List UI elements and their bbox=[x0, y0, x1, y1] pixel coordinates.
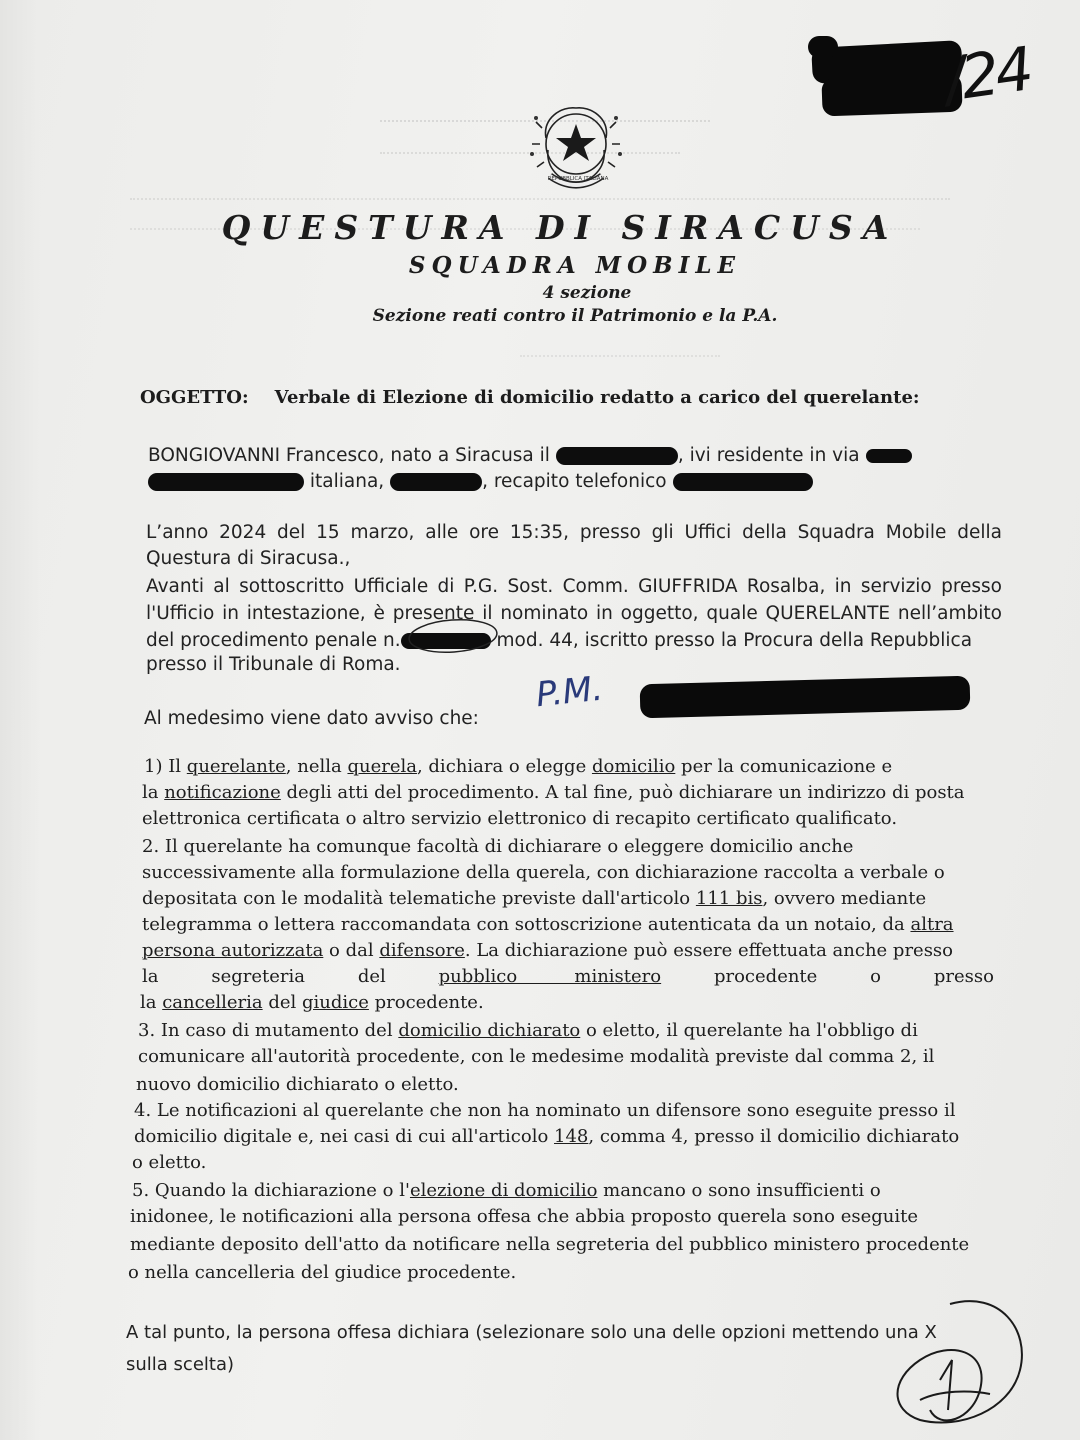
point-2-line-4-a: telegramma o lettera raccomandata con sottoscrizione autenticata da un notaio, da bbox=[142, 914, 911, 935]
point-2-line-6-d: procedente bbox=[713, 966, 818, 987]
point-2-line-3-b: , ovvero mediante bbox=[762, 888, 927, 909]
term-querelante: querelante bbox=[186, 756, 286, 777]
term-domicilio-dichiarato: domicilio dichiarato bbox=[398, 1020, 581, 1041]
redacted-birthdate bbox=[556, 447, 678, 465]
point-2-line-7 bbox=[140, 990, 484, 1016]
point-5-line-2: inidonee, le notificazioni alla persona offesa che abbia proposto querela sono eseguite bbox=[130, 1206, 919, 1227]
person-block bbox=[148, 443, 1018, 495]
office-section: 4 sezione bbox=[542, 283, 632, 303]
term-domicilio: domicilio bbox=[591, 756, 676, 777]
point-4-line-3: o eletto. bbox=[132, 1152, 207, 1173]
redacted-phone bbox=[673, 473, 813, 491]
subject-line bbox=[140, 387, 920, 408]
point-2-line-6-b: segreteria bbox=[211, 966, 305, 987]
term-querela: querela bbox=[347, 756, 417, 777]
term-notificazione: notificazione bbox=[164, 782, 281, 803]
point-2-line-7-c: procedente. bbox=[368, 992, 484, 1013]
term-elezione-di-domicilio: elezione di domicilio bbox=[409, 1180, 598, 1201]
term-difensore: difensore bbox=[379, 940, 465, 961]
point-2-line-6-a: la bbox=[142, 966, 159, 987]
term-cancelleria: cancelleria bbox=[162, 992, 263, 1013]
point-5-line-3: mediante deposito dell'atto da notificare nella segreteria del pubblico ministero procedente bbox=[130, 1234, 970, 1255]
point-2-line-7-a: la bbox=[140, 992, 163, 1013]
person-residence: , ivi residente in via bbox=[677, 445, 860, 466]
point-5-line-1-b: mancano o sono insufficienti o bbox=[597, 1180, 881, 1201]
intro-line-3: Avanti al sottoscritto Ufficiale di P.G. Sost. Comm. GIUFFRIDA Rosalba, in servizio presso bbox=[146, 576, 1002, 597]
term-pubblico-ministero: pubblico ministero bbox=[438, 966, 662, 987]
republic-emblem-icon bbox=[528, 98, 624, 198]
point-3-line-1-b: o eletto, il querelante ha l'obbligo di bbox=[580, 1020, 918, 1041]
point-5-line-4: o nella cancelleria del giudice procedente. bbox=[128, 1262, 517, 1283]
point-2-line-6-e: o bbox=[870, 966, 881, 987]
point-1-line-3: elettronica certificata o altro servizio elettronico di recapito certificato qualificato. bbox=[142, 808, 898, 829]
notice-line: Al medesimo viene dato avviso che: bbox=[144, 708, 479, 729]
office-department: Sezione reati contro il Patrimonio e la P.A. bbox=[372, 306, 778, 326]
intro-procedure-rest: mod. 44, iscritto presso la Procura della Repubblica bbox=[496, 630, 973, 651]
emblem-caption: REPUBBLICA ITALIANA bbox=[547, 176, 609, 182]
subject-text: Verbale di Elezione di domicilio redatto a carico del querelante: bbox=[274, 387, 920, 408]
person-phone-label: , recapito telefonico bbox=[482, 471, 667, 492]
point-1-text-a: 1) Il bbox=[144, 756, 187, 777]
redacted-address bbox=[148, 473, 304, 491]
point-2-line-5 bbox=[142, 938, 953, 964]
person-name-birth: BONGIOVANNI Francesco, nato a Siracusa il bbox=[148, 445, 550, 466]
point-3-line-2: comunicare all'autorità procedente, con le medesime modalità previste dal comma 2, il bbox=[138, 1046, 935, 1067]
intro-line-5 bbox=[146, 628, 1006, 654]
point-1-line-2-a: la bbox=[142, 782, 165, 803]
point-1-line-2-b: degli atti del procedimento. A tal fine, può dichiarare un indirizzo di posta bbox=[280, 782, 965, 803]
point-5-line-1-a: 5. Quando la dichiarazione o l' bbox=[132, 1180, 410, 1201]
point-3-line-3: nuovo domicilio dichiarato o eletto. bbox=[136, 1074, 459, 1095]
office-title: QUESTURA DI SIRACUSA bbox=[221, 208, 899, 247]
intro-line-2: Questura di Siracusa., bbox=[146, 548, 351, 569]
point-3-line-1-a: 3. In caso di mutamento del bbox=[138, 1020, 399, 1041]
subject-label: OGGETTO: bbox=[140, 387, 249, 408]
term-111-bis: 111 bis bbox=[695, 888, 763, 909]
point-2-line-6-c: del bbox=[357, 966, 386, 987]
closing-line-1: A tal punto, la persona offesa dichiara (selezionare solo una delle opzioni mettendo una X bbox=[126, 1322, 937, 1343]
point-1-text-d: per la comunicazione e bbox=[675, 756, 893, 777]
point-1-text-c: , dichiara o elegge bbox=[416, 756, 592, 777]
point-2-line-1: 2. Il querelante ha comunque facoltà di dichiarare o eleggere domicilio anche bbox=[142, 836, 854, 857]
intro-procedure-label: del procedimento penale n. bbox=[146, 630, 401, 651]
point-3-line-1 bbox=[138, 1018, 918, 1044]
handwritten-signature bbox=[880, 1290, 1040, 1440]
handwritten-protocol-suffix: /24 bbox=[940, 34, 1035, 116]
point-2-line-5-a: o dal bbox=[323, 940, 380, 961]
term-altra: altra bbox=[910, 914, 954, 935]
point-1-line-1 bbox=[144, 754, 1000, 780]
point-4-line-2-b: , comma 4, presso il domicilio dichiarato bbox=[588, 1126, 960, 1147]
redacted-document bbox=[390, 473, 482, 491]
closing-line-2: sulla scelta) bbox=[126, 1354, 234, 1375]
point-2-line-7-b: del bbox=[262, 992, 302, 1013]
point-2-line-6 bbox=[142, 964, 994, 990]
redacted-street bbox=[866, 449, 912, 463]
point-2-line-3-a: depositata con le modalità telematiche previste dall'articolo bbox=[142, 888, 696, 909]
term-giudice: giudice bbox=[302, 992, 369, 1013]
point-5-line-1 bbox=[132, 1178, 881, 1204]
point-2-line-6-f: presso bbox=[933, 966, 994, 987]
point-4-line-2-a: domicilio digitale e, nei casi di cui all'articolo bbox=[134, 1126, 555, 1147]
intro-line-6: presso il Tribunale di Roma. bbox=[146, 654, 401, 675]
point-4-line-1: 4. Le notificazioni al querelante che non ha nominato un difensore sono eseguite presso il bbox=[134, 1100, 956, 1121]
intro-line-4: l'Ufficio in intestazione, è presente il nominato in oggetto, quale QUERELANTE nell’ambito bbox=[146, 603, 1002, 624]
point-2-line-2: successivamente alla formulazione della querela, con dichiarazione raccolta a verbale o bbox=[142, 862, 945, 883]
intro-line-1: L’anno 2024 del 15 marzo, alle ore 15:35, presso gli Uffici della Squadra Mobile della bbox=[146, 522, 1002, 543]
point-2-line-3 bbox=[142, 886, 926, 912]
point-4-line-2 bbox=[134, 1124, 959, 1150]
point-2-line-4 bbox=[142, 912, 954, 938]
term-persona-autorizzata: persona autorizzata bbox=[142, 940, 324, 961]
person-nationality: italiana, bbox=[309, 471, 385, 492]
office-subtitle: SQUADRA MOBILE bbox=[408, 252, 742, 279]
point-2-line-5-b: . La dichiarazione può essere effettuata anche presso bbox=[464, 940, 954, 961]
handwritten-pm-note: P.M. bbox=[534, 668, 605, 716]
point-1-text-b: , nella bbox=[285, 756, 348, 777]
handwritten-circle-mark bbox=[405, 612, 505, 658]
term-148: 148 bbox=[554, 1126, 589, 1147]
point-1-line-2 bbox=[142, 780, 965, 806]
